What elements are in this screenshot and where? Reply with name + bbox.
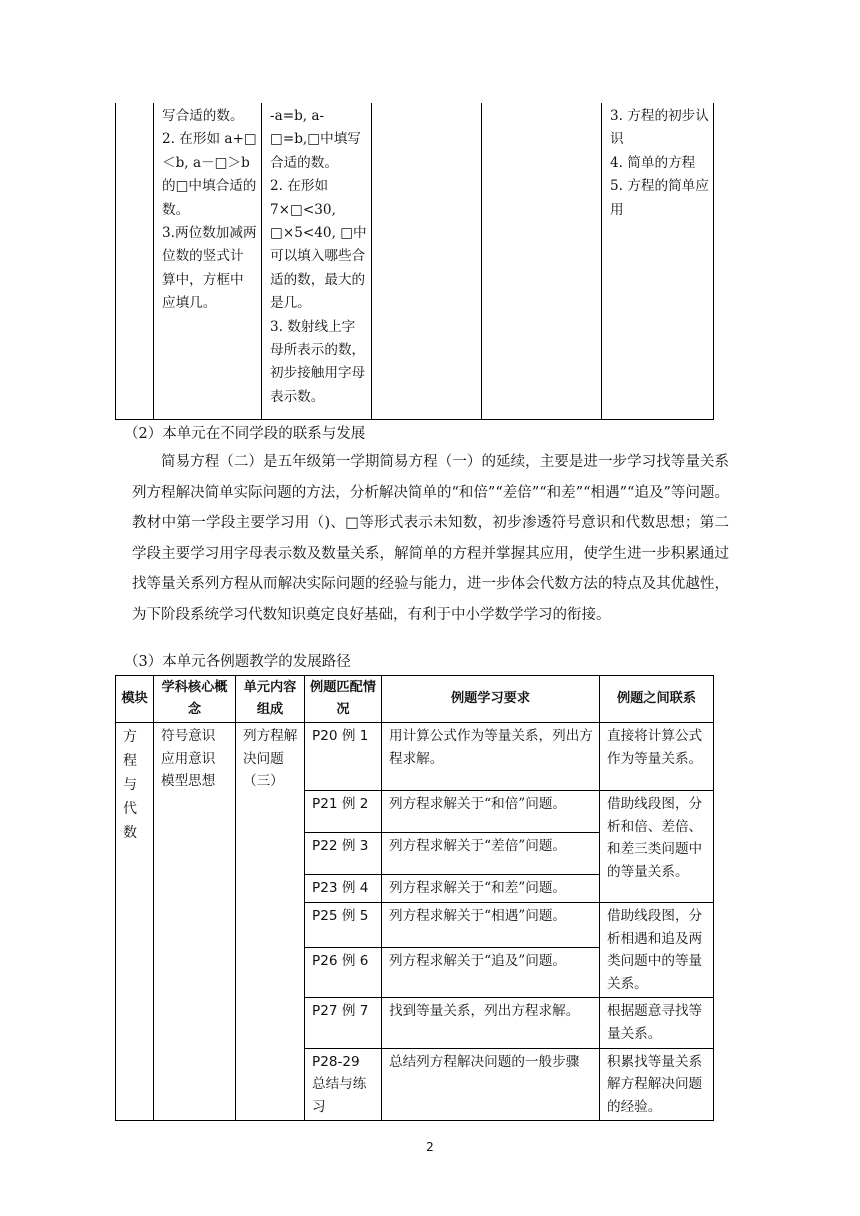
header-requirement: 例题学习要求 [382,676,600,723]
requirement-cell: 列方程求解关于“追及”问题。 [382,947,600,998]
links-cell: 根据题意寻找等量关系。 [600,998,714,1048]
example-cell: P22 例 3 [305,833,382,875]
section-3-heading: （3）本单元各例题教学的发展路径 [124,654,351,670]
continued-table [115,103,714,420]
example-path-table [115,675,714,1121]
header-links: 例题之间联系 [600,676,714,723]
links-cell: 积累找等量关系解方程解决问题的经验。 [600,1048,714,1121]
example-cell: P26 例 6 [305,947,382,998]
core-concept-cell: 符号意识 应用意识 模型思想 [154,723,236,1121]
table-header-row [116,676,714,723]
requirement-cell: 用计算公式作为等量关系，列出方程求解。 [382,723,600,791]
continued-cell-6: 3. 方程的初步认识 4. 简单的方程 5. 方程的简单应用 [602,103,714,419]
requirement-cell: 列方程求解关于“和差”问题。 [382,875,600,903]
unit-content-cell: 列方程解决问题（三） [236,723,305,1121]
requirement-cell: 列方程求解关于“和倍”问题。 [382,791,600,833]
links-cell: 借助线段图，分析相遇和追及两类问题中的等量关系。 [600,903,714,998]
header-unit-content: 单元内容组成 [236,676,305,723]
table-row [116,723,714,791]
example-cell: P25 例 5 [305,903,382,948]
header-module: 模块 [116,676,154,723]
header-example-match: 例题匹配情况 [305,676,382,723]
links-cell: 借助线段图，分析和倍、差倍、和差三类问题中的等量关系。 [600,791,714,903]
requirement-cell: 列方程求解关于“相遇”问题。 [382,903,600,948]
example-cell: P23 例 4 [305,875,382,903]
page-number: 2 [426,1140,434,1154]
links-cell: 直接将计算公式作为等量关系。 [600,723,714,791]
continued-cell-4 [372,103,482,419]
continued-cell-5 [482,103,602,419]
continued-cell-1 [116,103,154,419]
example-cell: P21 例 2 [305,791,382,833]
header-core-concept: 学科核心概念 [154,676,236,723]
requirement-cell: 列方程求解关于“差倍”问题。 [382,833,600,875]
example-cell: P28-29 总结与练习 [305,1048,382,1121]
continued-cell-2: 写合适的数。 2. 在形如 a+□＜b, a－□＞b 的□中填合适的数。 3.两位数加减两位数的竖式计算中，方框中应填几。 [154,103,262,419]
requirement-cell: 总结列方程解决问题的一般步骤 [382,1048,600,1121]
module-cell: 方 程 与 代 数 [116,723,154,1121]
section-2-heading: （2）本单元在不同学段的联系与发展 [124,426,366,442]
requirement-cell: 找到等量关系，列出方程求解。 [382,998,600,1048]
section-2-paragraph: 简易方程（二）是五年级第一学期简易方程（一）的延续，主要是进一步学习找等量关系列方程解决简单实际问题的方法，分析解决简单的“和倍”“差倍”“和差”“相遇”“追及”等问题。教材中第一学段主要学习用（)、□等形式表示未知数，初步渗透符号意识和代数思想；第二学段主要学习用字母表示数及数量关系，解简单的方程并掌握其应用，使学生进一步积累通过找等量关系列方程从而解决实际问题的经验与能力，进一步体会代数方法的特点及其优越性，为下阶段系统学习代数知识奠定良好基础，有利于中小学数学学习的衔接。 [132,454,729,623]
example-cell: P27 例 7 [305,998,382,1048]
continued-cell-3: -a=b, a-□=b,□中填写合适的数。 2. 在形如 7×□<30, □×5<40, □中可以填入哪些合适的数，最大的是几。 3. 数射线上字母所表示的数，初步接触用字母表示数。 [262,103,372,419]
example-cell: P20 例 1 [305,723,382,791]
